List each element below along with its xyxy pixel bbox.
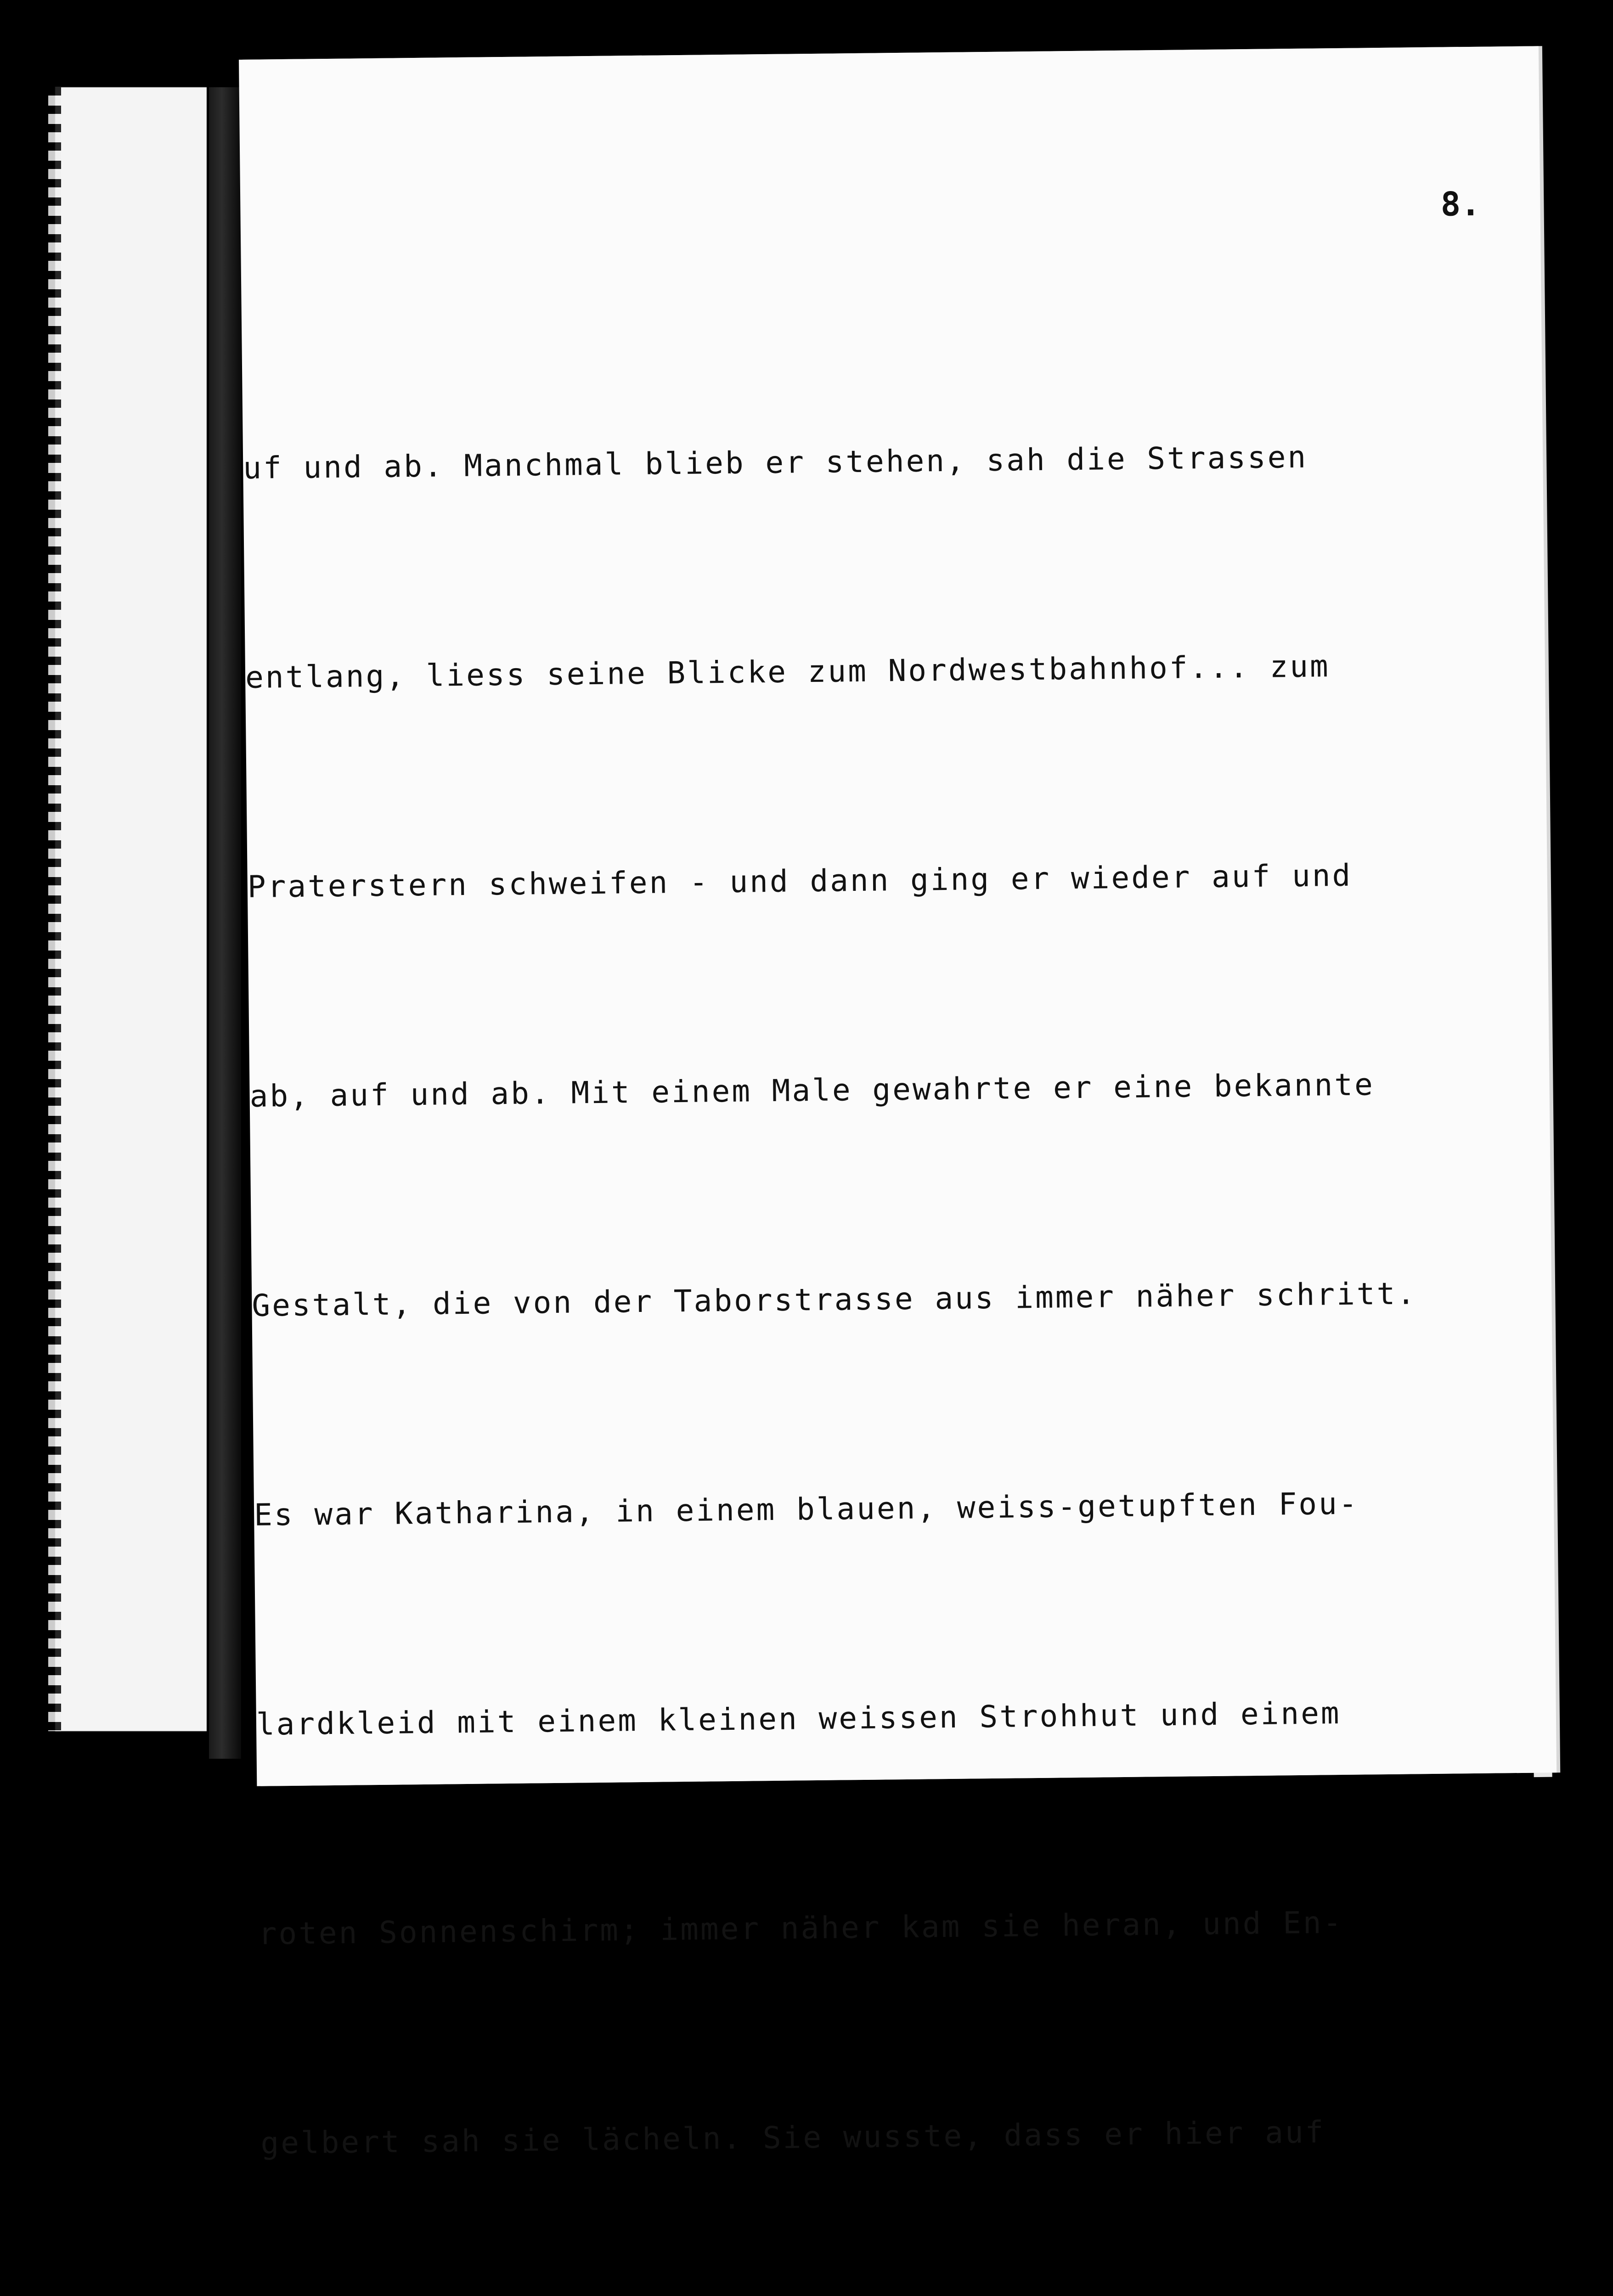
text-line: uf und ab. Manchmal blieb er stehen, sah die Strassen: [243, 439, 1308, 486]
page-number: 8.: [1440, 184, 1481, 224]
text-line: Gestalt, die von der Taborstrasse aus immer näher schritt.: [252, 1276, 1417, 1323]
text-line: Es war Katharina, in einem blauen, weiss-getupften Fou-: [254, 1486, 1359, 1533]
text-line: gelbert sah sie lächeln. Sie wusste, dass er hier auf: [260, 2114, 1325, 2161]
previous-page-strip: [55, 87, 207, 1731]
typewritten-page: [239, 46, 1557, 2161]
text-line: Praterstern schweifen - und dann ging er wieder auf und: [247, 857, 1353, 905]
page-body: [241, 281, 1566, 2296]
text-line: roten Sonnenschirm; immer näher kam sie heran, und En-: [258, 1905, 1343, 1952]
text-line: entlang, liess seine Blicke zum Nordwestbahnhof... zum: [245, 648, 1331, 695]
perforated-edge: [48, 87, 61, 1731]
text-line: ab, auf und ab. Mit einem Male gewahrte er eine bekannte: [249, 1067, 1375, 1114]
text-line: lardkleid mit einem kleinen weissen Strohhut und einem: [256, 1695, 1341, 1742]
binding-spine: [209, 87, 241, 1759]
